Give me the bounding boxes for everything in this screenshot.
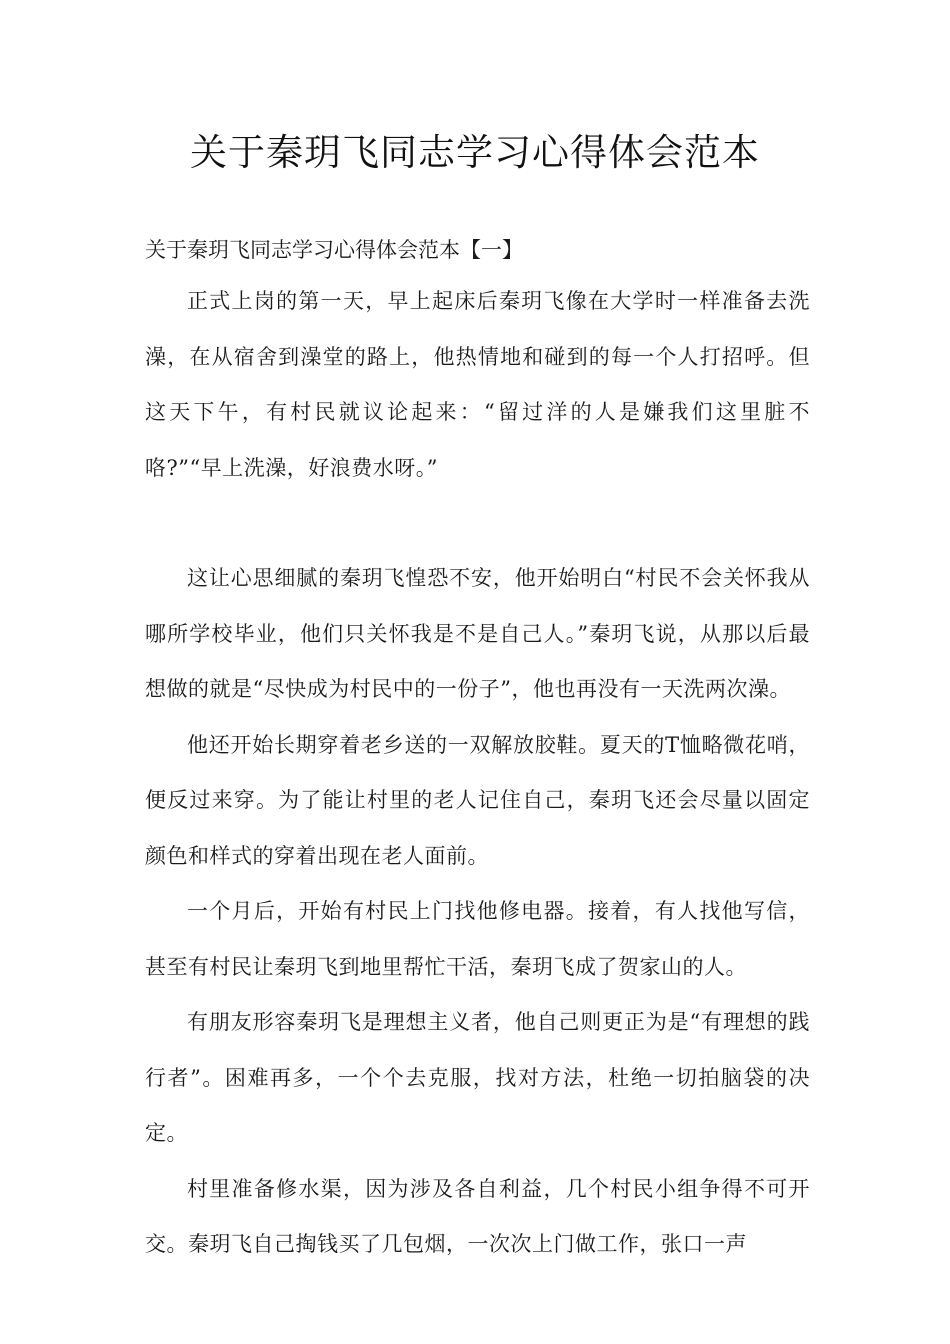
document-title: 关于秦玥飞同志学习心得体会范本 xyxy=(190,131,760,174)
paragraph: 有朋友形容秦玥飞是理想主义者，他自己则更正为是“有理想的践行者”。困难再多，一个个去克服，找对方法，杜绝一切拍脑袋的决定。 xyxy=(145,1010,810,1145)
document-body xyxy=(145,230,810,1273)
paragraph: 他还开始长期穿着老乡送的一双解放胶鞋。夏天的T恤略微花哨，便反过来穿。为了能让村里的老人记住自己，秦玥飞还会尽量以固定颜色和样式的穿着出现在老人面前。 xyxy=(145,732,810,868)
paragraph-gap xyxy=(145,496,810,551)
paragraph: 村里准备修水渠，因为涉及各自利益，几个村民小组争得不可开交。秦玥飞自己掏钱买了几包烟，一次次上门做工作，张口一声 xyxy=(145,1176,810,1256)
paragraph: 这让心思细腻的秦玥飞惶恐不安，他开始明白“村民不会关怀我从哪所学校毕业，他们只关怀我是不是自己人。”秦玥飞说，从那以后最想做的就是“尽快成为村民中的一份子”，他也再没有一天洗两次澡。 xyxy=(145,566,810,701)
paragraph: 正式上岗的第一天，早上起床后秦玥飞像在大学时一样准备去洗澡，在从宿舍到澡堂的路上，他热情地和碰到的每一个人打招呼。但这天下午，有村民就议论起来：“留过洋的人是嫌我们这里脏不咯?”“早上洗澡，好浪费水呀。” xyxy=(145,289,810,480)
paragraph: 一个月后，开始有村民上门找他修电器。接着，有人找他写信，甚至有村民让秦玥飞到地里帮忙干活，秦玥飞成了贺家山的人。 xyxy=(145,899,810,979)
section-heading: 关于秦玥飞同志学习心得体会范本【一】 xyxy=(145,238,523,262)
